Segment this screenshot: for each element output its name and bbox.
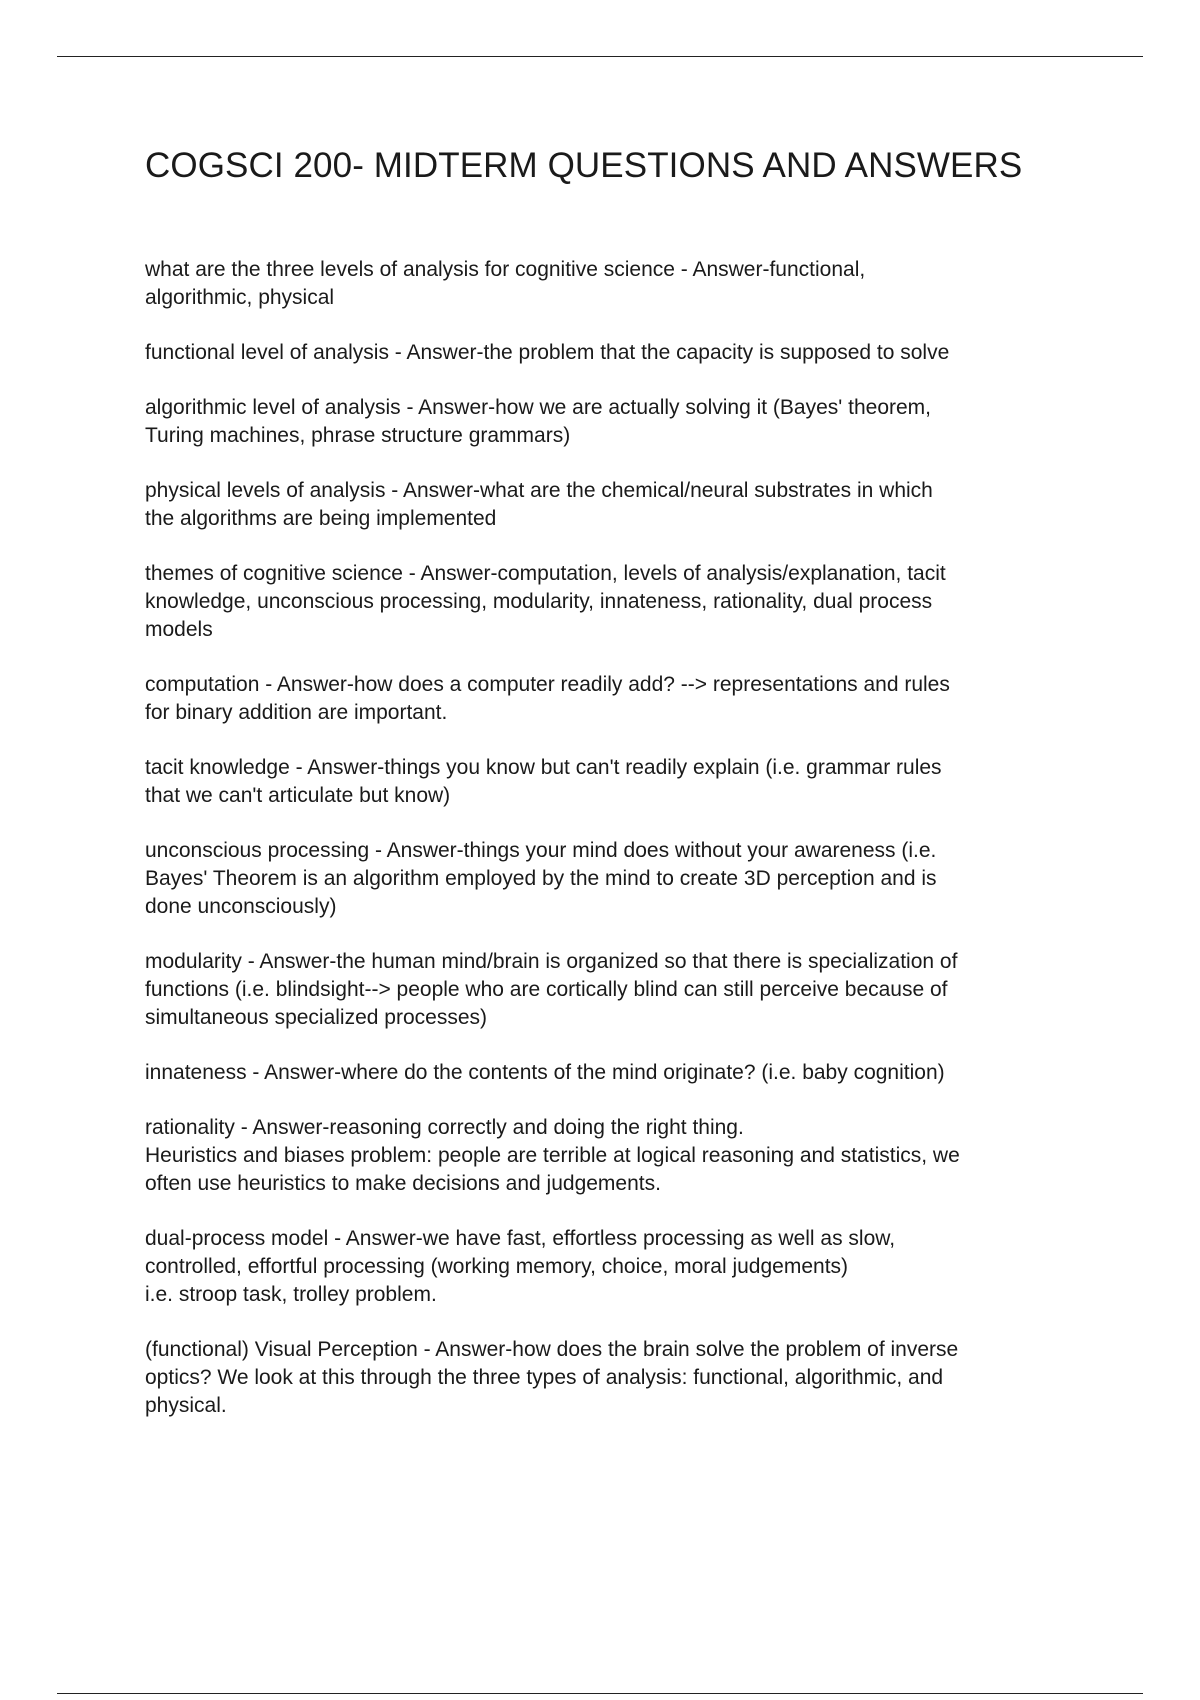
qa-entry: rationality - Answer-reasoning correctly and doing the right thing. Heuristics and biases problem: people are terrible at logical reasoning and statistics, we often use heuristics to make decisions and judgements. bbox=[145, 1116, 960, 1195]
qa-entry: what are the three levels of analysis for cognitive science - Answer-functional, algorithmic, physical bbox=[145, 258, 866, 309]
qa-entry: innateness - Answer-where do the contents of the mind originate? (i.e. baby cognition) bbox=[145, 1061, 945, 1084]
qa-entry: dual-process model - Answer-we have fast, effortless processing as well as slow, controlled, effortful processing (working memory, choice, moral judgements) i.e. stroop task, trolley problem. bbox=[145, 1227, 896, 1306]
qa-entry: (functional) Visual Perception - Answer-how does the brain solve the problem of inverse optics? We look at this through the three types of analysis: functional, algorithmic, and physical. bbox=[145, 1338, 959, 1417]
qa-entry: algorithmic level of analysis - Answer-how we are actually solving it (Bayes' theorem, Turing machines, phrase structure grammars) bbox=[145, 396, 932, 447]
top-divider bbox=[57, 56, 1143, 57]
document-title: COGSCI 200- MIDTERM QUESTIONS AND ANSWERS bbox=[145, 146, 1023, 185]
qa-entry: computation - Answer-how does a computer readily add? --> representations and rules for binary addition are important. bbox=[145, 673, 950, 724]
bottom-divider bbox=[57, 1693, 1143, 1694]
qa-entry: physical levels of analysis - Answer-what are the chemical/neural substrates in which the algorithms are being implemented bbox=[145, 479, 933, 530]
qa-entry: tacit knowledge - Answer-things you know but can't readily explain (i.e. grammar rules that we can't articulate but know) bbox=[145, 756, 942, 807]
qa-entry: functional level of analysis - Answer-the problem that the capacity is supposed to solve bbox=[145, 341, 950, 364]
qa-entry: unconscious processing - Answer-things your mind does without your awareness (i.e. Bayes' Theorem is an algorithm employed by the mind to create 3D perception and is done unconsciously) bbox=[145, 839, 937, 918]
qa-entry: themes of cognitive science - Answer-computation, levels of analysis/explanation, tacit knowledge, unconscious processing, modularity, innateness, rationality, dual process models bbox=[145, 562, 946, 641]
qa-entry: modularity - Answer-the human mind/brain is organized so that there is specialization of functions (i.e. blindsight--> people who are cortically blind can still perceive because of simultaneous specialized processes) bbox=[145, 950, 958, 1029]
document-body bbox=[145, 140, 1090, 1447]
